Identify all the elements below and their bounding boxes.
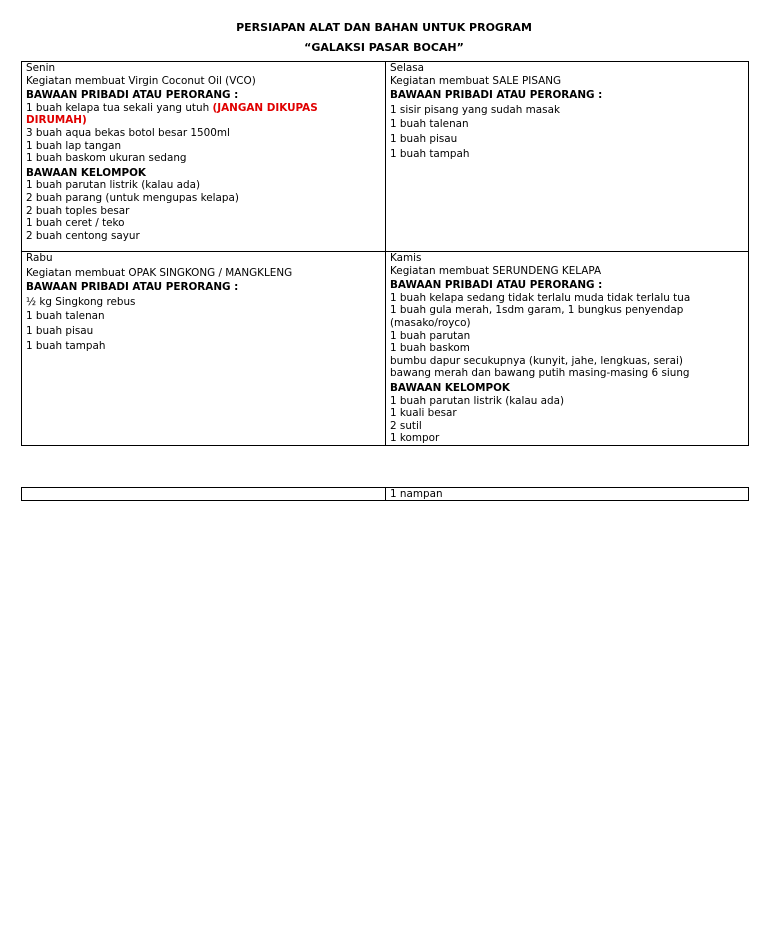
personal-heading: BAWAAN PRIBADI ATAU PERORANG : — [390, 89, 603, 102]
table-row — [22, 252, 749, 446]
list-item: 1 buah baskom ukuran sedang — [26, 152, 187, 165]
list-item: 1 buah gula merah, 1sdm garam, 1 bungkus penyendap (masako/royco) — [390, 304, 684, 329]
document-title: PERSIAPAN ALAT DAN BAHAN UNTUK PROGRAM — [236, 21, 532, 34]
personal-heading: BAWAAN PRIBADI ATAU PERORANG : — [26, 89, 239, 102]
personal-heading: BAWAAN PRIBADI ATAU PERORANG : — [390, 279, 603, 292]
continuation-right-cell: 1 nampan — [386, 488, 749, 501]
continuation-table — [21, 487, 749, 501]
kamis-cell — [386, 252, 749, 446]
list-item: 3 buah aqua bekas botol besar 1500ml — [26, 126, 230, 139]
activity-title: Kegiatan membuat SERUNDENG KELAPA — [390, 264, 602, 277]
table-row — [22, 62, 749, 252]
list-item: 1 kompor — [390, 432, 440, 445]
day-label: Rabu — [26, 252, 53, 264]
list-item: 1 buah tampah — [390, 147, 470, 160]
list-item: 1 buah ceret / teko — [26, 217, 125, 230]
group-heading: BAWAAN KELOMPOK — [390, 381, 510, 394]
senin-cell — [22, 62, 386, 252]
schedule-table — [21, 61, 749, 446]
list-item: 1 sisir pisang yang sudah masak — [390, 103, 560, 116]
list-item: 1 buah talenan — [390, 118, 469, 131]
list-item: 1 buah lap tangan — [26, 139, 122, 152]
day-label: Kamis — [390, 252, 422, 264]
program-name: “GALAKSI PASAR BOCAH” — [304, 41, 464, 54]
list-item: 1 buah parutan listrik (kalau ada) — [390, 394, 565, 407]
table-row — [22, 488, 749, 501]
list-item: 1 buah kelapa sedang tidak terlalu muda tidak terlalu tua — [390, 291, 691, 304]
rabu-cell — [22, 252, 386, 446]
list-item: 1 buah tampah — [26, 339, 106, 352]
personal-heading: BAWAAN PRIBADI ATAU PERORANG : — [26, 281, 239, 294]
list-item: 1 buah pisau — [26, 324, 94, 337]
list-item: bawang merah dan bawang putih masing-masing 6 siung — [390, 367, 690, 380]
day-label: Selasa — [390, 62, 425, 74]
list-item: 1 buah parutan listrik (kalau ada) — [26, 179, 201, 192]
list-item: 1 buah parutan — [390, 329, 471, 342]
selasa-cell — [386, 62, 749, 252]
list-item: 2 buah parang (untuk mengupas kelapa) — [26, 191, 239, 204]
list-item: ½ kg Singkong rebus — [26, 295, 136, 308]
list-item: 2 buah centong sayur — [26, 229, 140, 242]
list-item: 2 buah toples besar — [26, 204, 130, 217]
activity-title: Kegiatan membuat SALE PISANG — [390, 74, 562, 87]
list-item: 1 kuali besar — [390, 407, 457, 420]
activity-title: Kegiatan membuat Virgin Coconut Oil (VCO) — [26, 74, 256, 87]
warning-note: (JANGAN DIKUPAS DIRUMAH) — [26, 101, 318, 127]
list-item: 2 sutil — [390, 419, 422, 432]
list-item: bumbu dapur secukupnya (kunyit, jahe, lengkuas, serai) — [390, 354, 683, 367]
day-label: Senin — [26, 62, 56, 74]
list-item: 1 buah pisau — [390, 132, 458, 145]
item-text: 1 buah kelapa tua sekali yang utuh — [26, 101, 213, 114]
list-item — [26, 102, 381, 127]
activity-title: Kegiatan membuat OPAK SINGKONG / MANGKLENG — [26, 266, 293, 279]
list-item: 1 buah baskom — [390, 342, 470, 355]
list-item: 1 buah talenan — [26, 310, 105, 323]
continuation-left-cell — [22, 488, 386, 501]
group-heading: BAWAAN KELOMPOK — [26, 166, 146, 179]
